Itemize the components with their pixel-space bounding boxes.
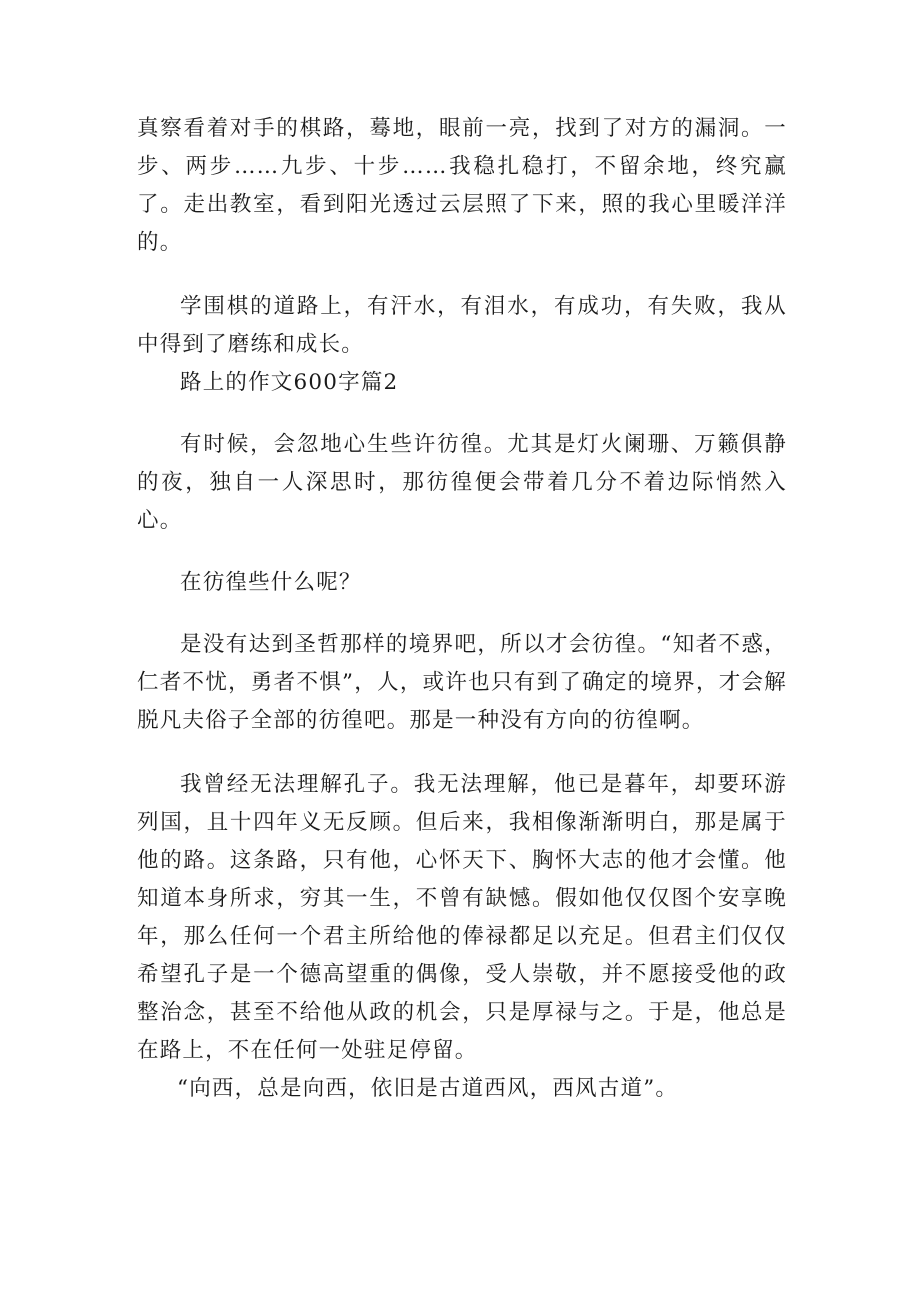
paragraph-4: 在彷徨些什么呢？ (180, 570, 362, 595)
closing-quote: “向西，总是向西，依旧是古道西风，西风古道”。 (177, 1076, 679, 1101)
section-heading: 路上的作文600字篇2 (180, 370, 399, 395)
paragraph-3: 有时候，会忽地心生些许彷徨。尤其是灯火阑珊、万籁俱静的夜，独自一人深思时，那彷徨便会带着几分不着边际悄然入心。 (137, 432, 787, 533)
document-body (137, 110, 787, 1108)
paragraph-6: 我曾经无法理解孔子。我无法理解，他已是暮年，却要环游列国，且十四年义无反顾。但后来，我相像渐渐明白，那是属于他的路。这条路，只有他，心怀天下、胸怀大志的他才会懂。他知道本身所求，穷其一生，不曾有缺憾。假如他仅仅图个安享晚年，那么任何一个君主所给他的俸禄都足以充足。但君主们仅仅希望孔子是一个德高望重的偶像，受人崇敬，并不愿接受他的政整治念，甚至不给他从政的机会，只是厚禄与之。于是，他总是在路上，不在任何一处驻足停留。 (137, 772, 787, 1063)
paragraph-2: 学围棋的道路上，有汗水，有泪水，有成功，有失败，我从中得到了磨练和成长。 (137, 294, 787, 357)
paragraph-1: 真察看着对手的棋路，蓦地，眼前一亮，找到了对方的漏洞。一步、两步……九步、十步……我稳扎稳打，不留余地，终究赢了。走出教室，看到阳光透过云层照了下来，照的我心里暖洋洋的。 (137, 116, 787, 255)
paragraph-5: 是没有达到圣哲那样的境界吧，所以才会彷徨。“知者不惑，仁者不忧，勇者不惧”，人，或许也只有到了确定的境界，才会解脱凡夫俗子全部的彷徨吧。那是一种没有方向的彷徨啊。 (137, 632, 787, 733)
